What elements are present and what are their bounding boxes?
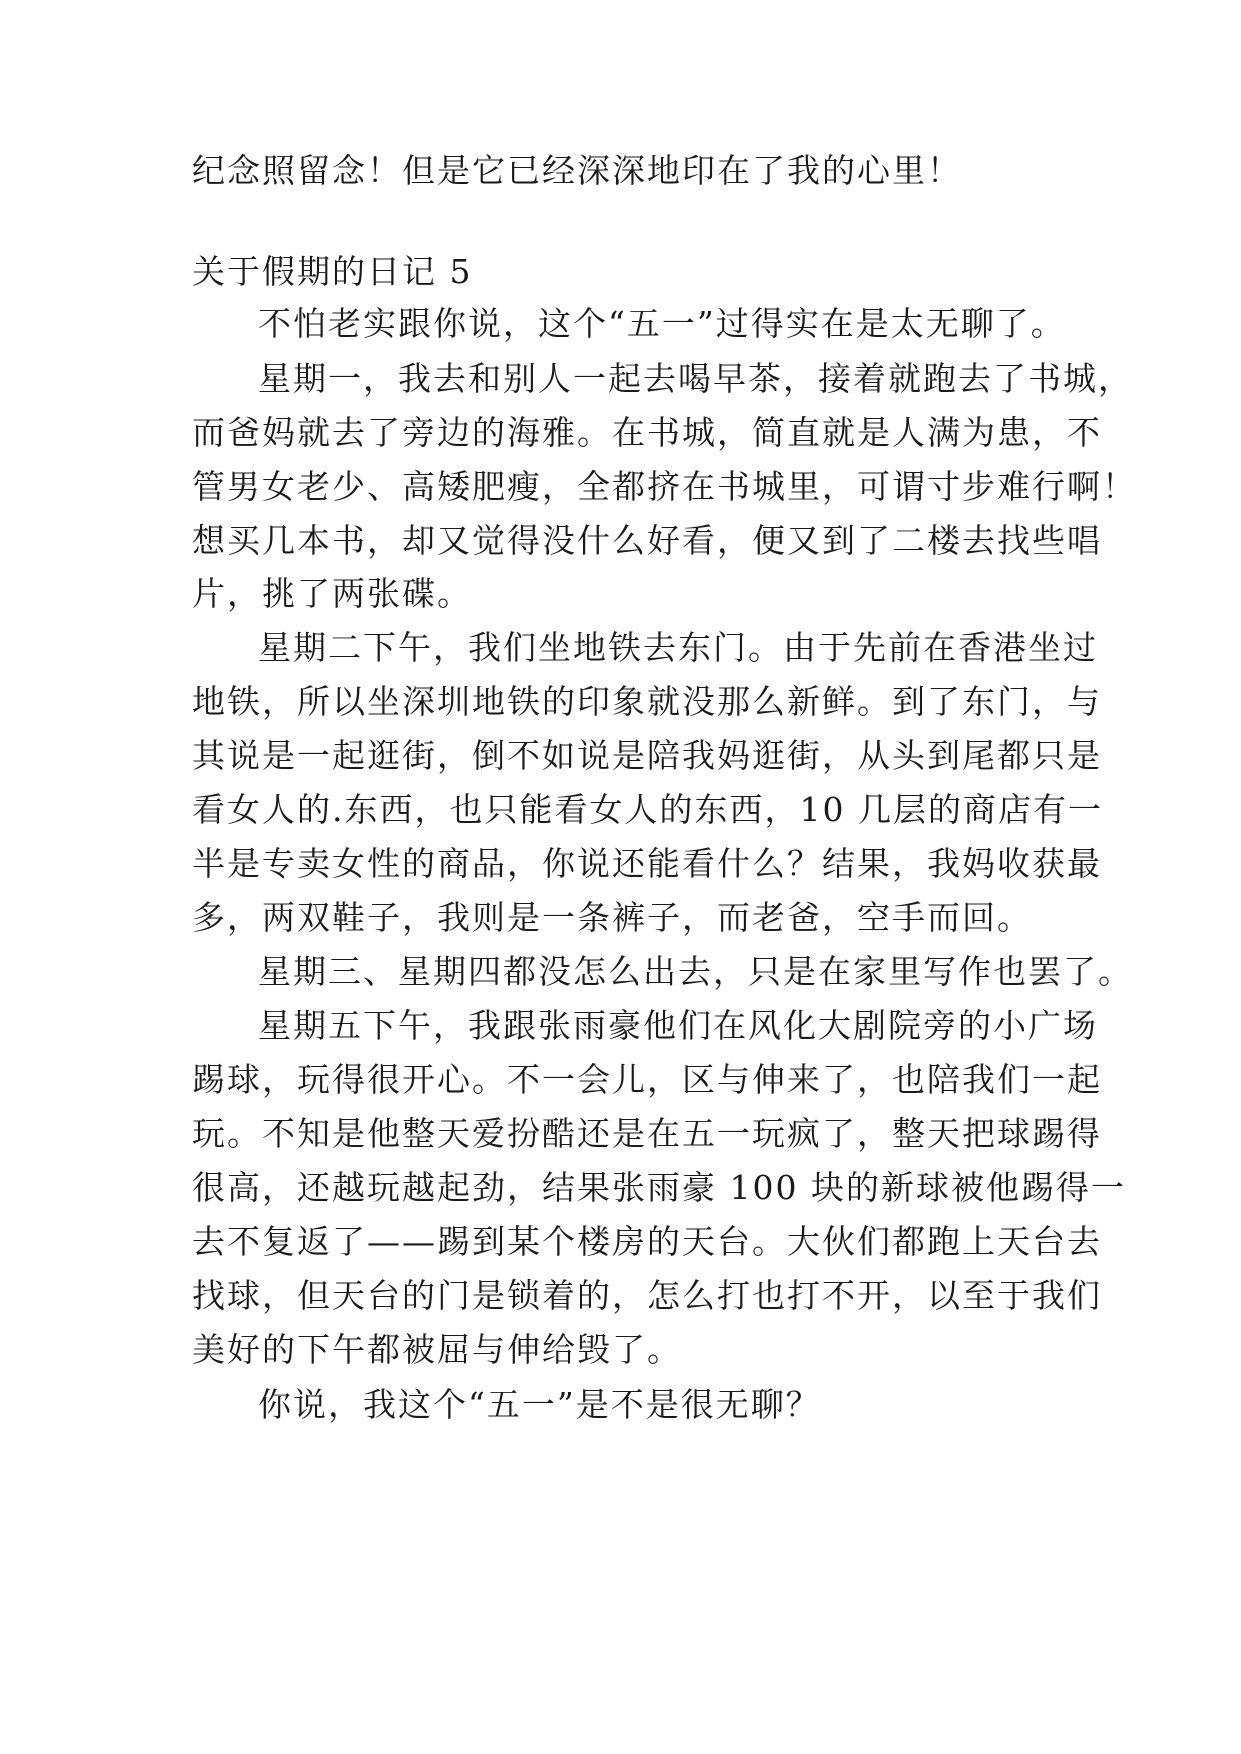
paragraph-4-line-1: 星期三、星期四都没怎么出去，只是在家里写作也罢了。 <box>258 952 1133 991</box>
paragraph-2-line-1: 星期一，我去和别人一起去喝早茶，接着就跑去了书城， <box>258 359 1133 398</box>
paragraph-5-line-2: 踢球，玩得很开心。不一会儿，区与伸来了，也陪我们一起 <box>192 1060 1102 1099</box>
paragraph-5-line-6: 找球，但天台的门是锁着的，怎么打也打不开，以至于我们 <box>192 1276 1102 1315</box>
paragraph-5-line-1: 星期五下午，我跟张雨豪他们在风化大剧院旁的小广场 <box>258 1006 1098 1045</box>
paragraph-5-line-4: 很高，还越玩越起劲，结果张雨豪 100 块的新球被他踢得一 <box>192 1168 1126 1207</box>
paragraph-3-line-6: 多，两双鞋子，我则是一条裤子，而老爸，空手而回。 <box>192 898 1032 937</box>
paragraph-2-line-3: 管男女老少、高矮肥瘦，全都挤在书城里，可谓寸步难行啊！ <box>192 467 1137 506</box>
intro-line: 纪念照留念！但是它已经深深地印在了我的心里！ <box>192 151 962 190</box>
paragraph-3-line-4: 看女人的.东西，也只能看女人的东西，10 几层的商店有一 <box>192 790 1103 829</box>
paragraph-6-line-1: 你说，我这个“五一”是不是很无聊？ <box>258 1385 821 1424</box>
paragraph-3-line-3: 其说是一起逛街，倒不如说是陪我妈逛街，从头到尾都只是 <box>192 736 1102 775</box>
diary-title: 关于假期的日记 5 <box>192 252 473 291</box>
paragraph-5-line-5: 去不复返了——踢到某个楼房的天台。大伙们都跑上天台去 <box>192 1222 1102 1261</box>
paragraph-3-line-1: 星期二下午，我们坐地铁去东门。由于先前在香港坐过 <box>258 628 1098 667</box>
paragraph-5-line-3: 玩。不知是他整天爱扮酷还是在五一玩疯了，整天把球踢得 <box>192 1114 1102 1153</box>
paragraph-3-line-2: 地铁，所以坐深圳地铁的印象就没那么新鲜。到了东门，与 <box>192 682 1102 721</box>
paragraph-1-line-1: 不怕老实跟你说，这个“五一”过得实在是太无聊了。 <box>258 304 1066 343</box>
paragraph-2-line-5: 片，挑了两张碟。 <box>192 574 472 613</box>
paragraph-2-line-2: 而爸妈就去了旁边的海雅。在书城，简直就是人满为患，不 <box>192 413 1102 452</box>
paragraph-5-line-7: 美好的下午都被屈与伸给毁了。 <box>192 1330 682 1369</box>
paragraph-3-line-5: 半是专卖女性的商品，你说还能看什么？结果，我妈收获最 <box>192 844 1102 883</box>
paragraph-2-line-4: 想买几本书，却又觉得没什么好看，便又到了二楼去找些唱 <box>192 521 1102 560</box>
